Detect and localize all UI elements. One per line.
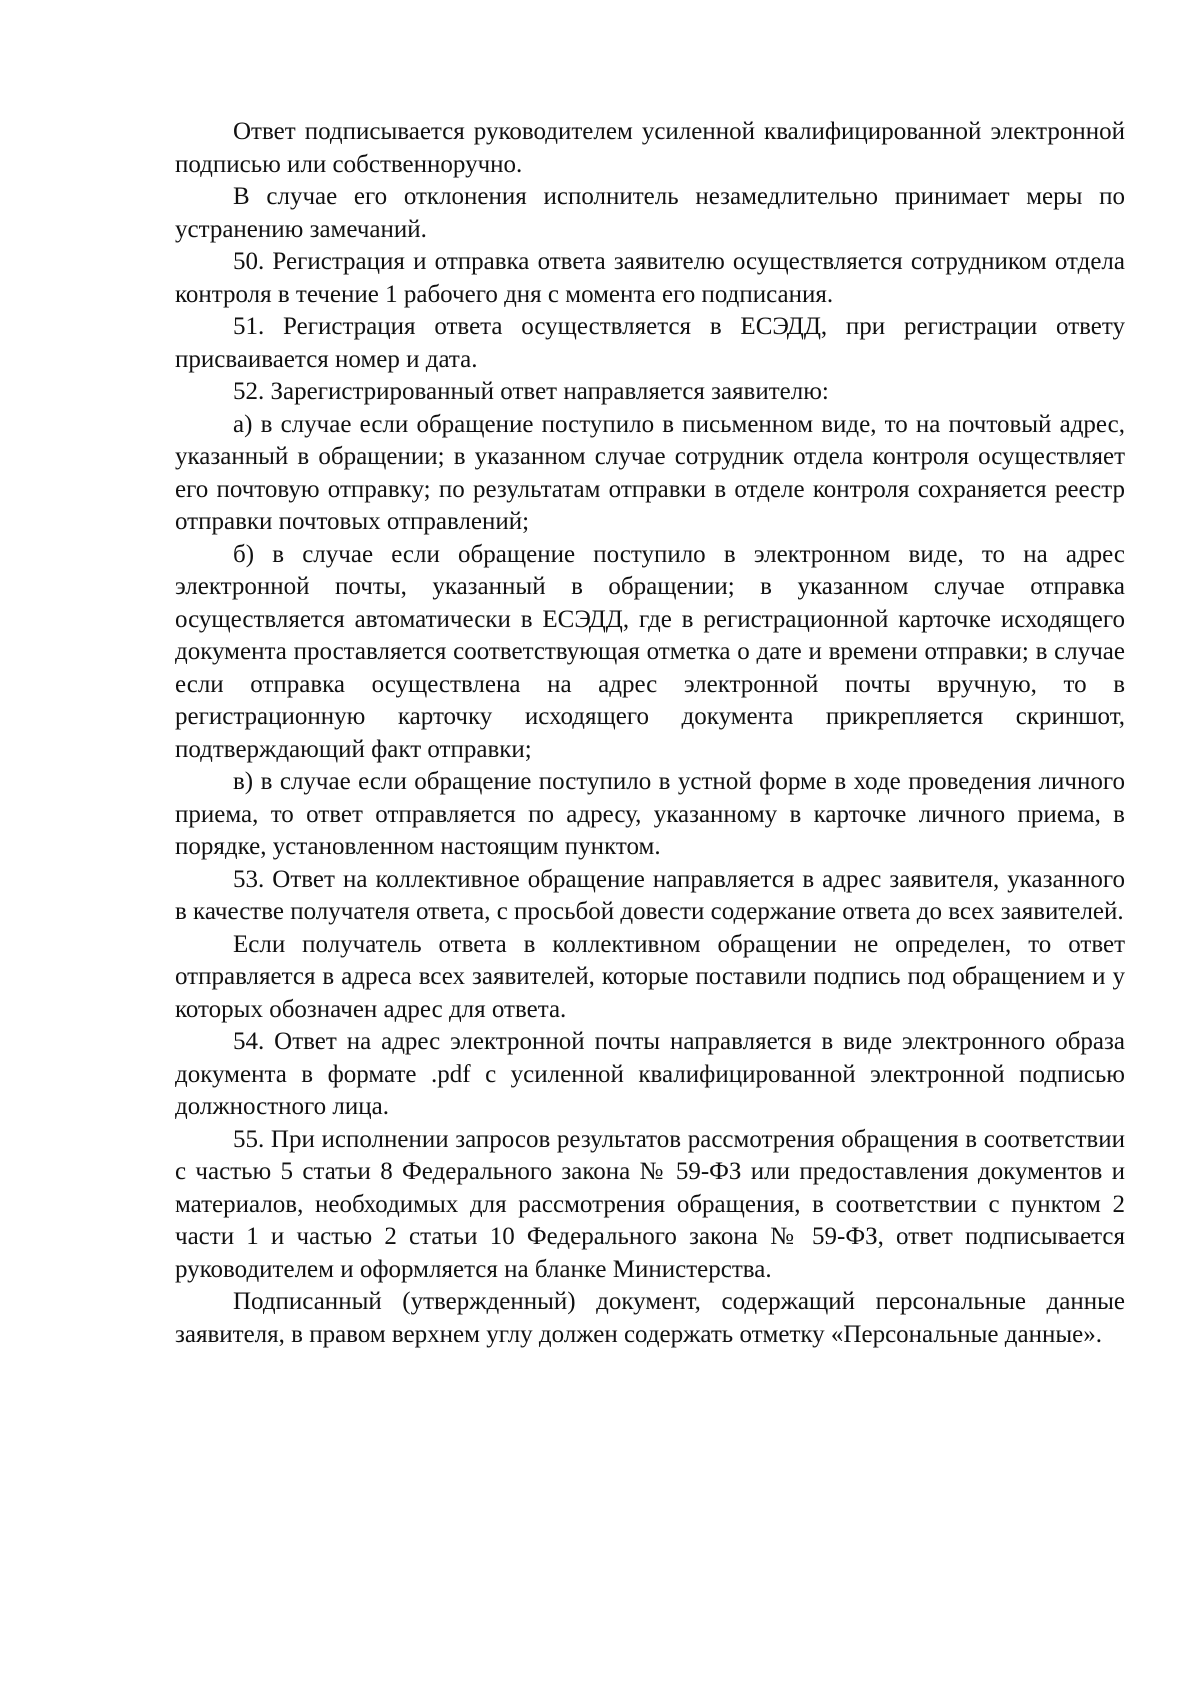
document-body <box>175 116 1125 1351</box>
paragraph-personal-data: Подписанный (утвержденный) документ, содержащий персональные данные заявителя, в правом верхнем углу должен содержать отметку «Персональные данные». <box>175 1288 1125 1348</box>
paragraph-55: 55. При исполнении запросов результатов рассмотрения обращения в соответствии с частью 5 статьи 8 Федерального закона № 59-ФЗ или предоставления документов и материалов, необходимых для рассмотрения обращения, в соответствии с пунктом 2 части 1 и частью 2 статьи 10 Федерального закона № 59-ФЗ, ответ подписывается руководителем и оформляется на бланке Министерства. <box>175 1125 1125 1283</box>
paragraph-52-v: в) в случае если обращение поступило в устной форме в ходе проведения личного приема, то ответ отправляется по адресу, указанному в карточке личного приема, в порядке, установленном настоящим пунктом. <box>175 768 1125 860</box>
paragraph-52-b: б) в случае если обращение поступило в электронном виде, то на адрес электронной почты, указанный в обращении; в указанном случае отправка осуществляется автоматически в ЕСЭДД, где в регистрационной карточке исходящего документа проставляется соответствующая отметка о дате и времени отправки; в случае если отправка осуществлена на адрес электронной почты вручную, то в регистрационную карточку исходящего документа прикрепляется скриншот, подтверждающий факт отправки; <box>175 540 1125 763</box>
paragraph-rejection: В случае его отклонения исполнитель незамедлительно принимает меры по устранению замечаний. <box>175 183 1125 243</box>
paragraph-53: 53. Ответ на коллективное обращение направляется в адрес заявителя, указанного в качестве получателя ответа, с просьбой довести содержание ответа до всех заявителей. <box>175 865 1125 925</box>
paragraph-50: 50. Регистрация и отправка ответа заявителю осуществляется сотрудником отдела контроля в течение 1 рабочего дня с момента его подписания. <box>175 248 1125 308</box>
paragraph-51: 51. Регистрация ответа осуществляется в ЕСЭДД, при регистрации ответу присваивается номер и дата. <box>175 313 1125 373</box>
paragraph-collective-recipient: Если получатель ответа в коллективном обращении не определен, то ответ отправляется в адреса всех заявителей, которые поставили подпись под обращением и у которых обозначен адрес для ответа. <box>175 930 1125 1023</box>
paragraph-52: 52. Зарегистрированный ответ направляется заявителю: <box>233 378 829 405</box>
paragraph-52-a: а) в случае если обращение поступило в письменном виде, то на почтовый адрес, указанный в обращении; в указанном случае сотрудник отдела контроля осуществляет его почтовую отправку; по результатам отправки в отделе контроля сохраняется реестр отправки почтовых отправлений; <box>175 410 1125 535</box>
paragraph-54: 54. Ответ на адрес электронной почты направляется в виде электронного образа документа в формате .pdf с усиленной квалифицированной электронной подписью должностного лица. <box>175 1028 1125 1120</box>
paragraph-signature: Ответ подписывается руководителем усиленной квалифицированной электронной подписью или собственноручно. <box>175 118 1125 178</box>
